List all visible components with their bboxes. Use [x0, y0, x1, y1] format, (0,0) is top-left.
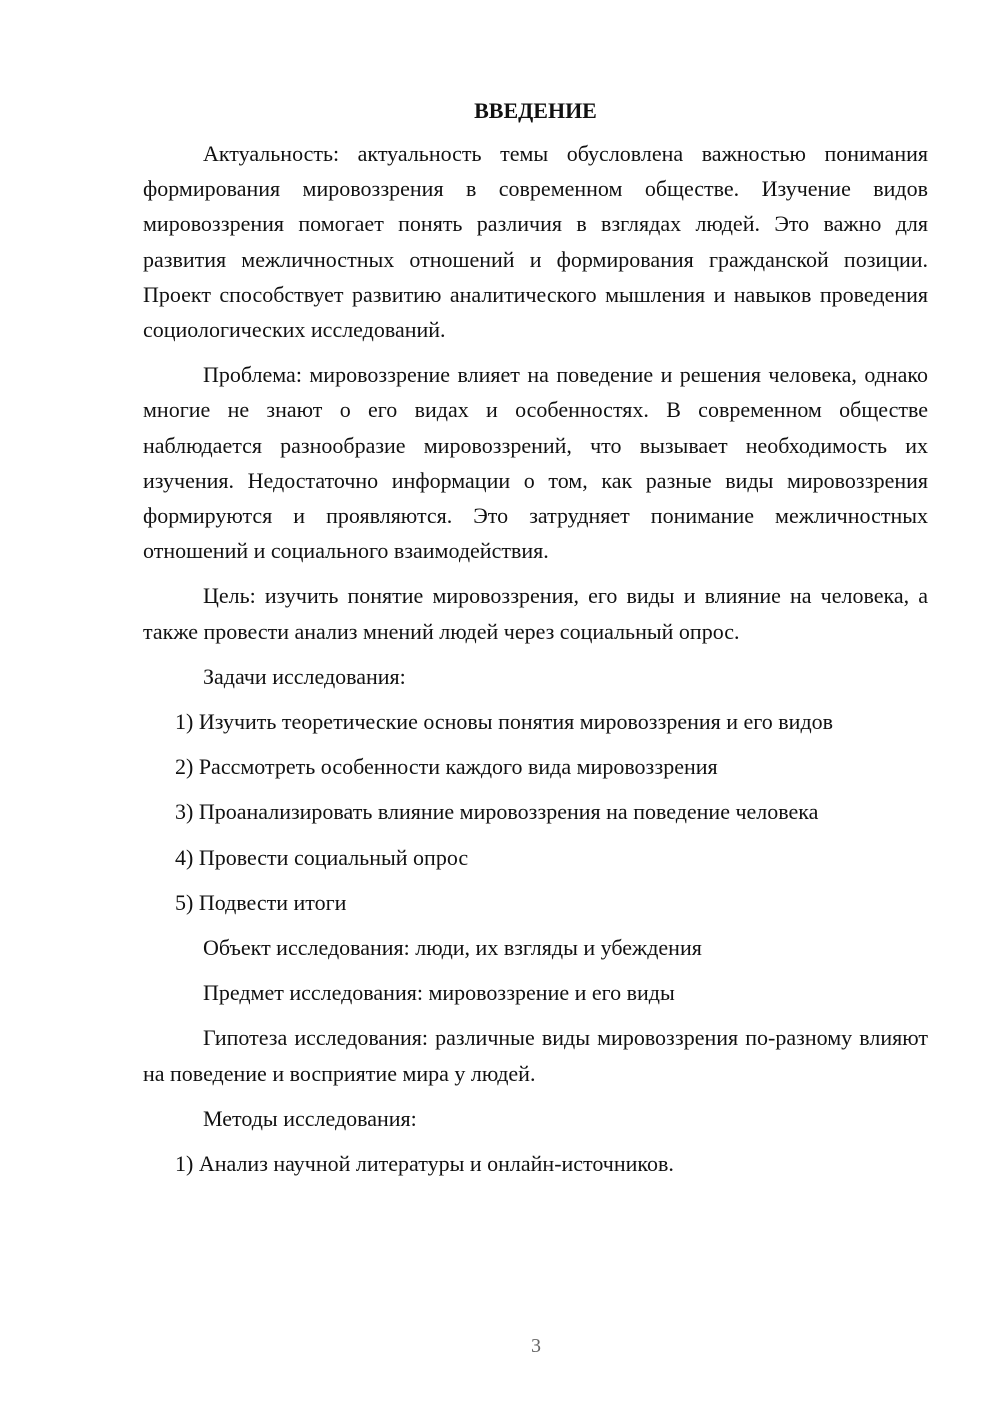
task-item: 1) Изучить теоретические основы понятия мировоззрения и его видов	[175, 709, 834, 735]
goal-paragraph: Цель: изучить понятие мировоззрения, его виды и влияние на человека, а также провести анализ мнений людей через социальный опрос.	[143, 583, 928, 644]
task-item: 4) Провести социальный опрос	[175, 844, 469, 870]
research-subject: Предмет исследования: мировоззрение и его виды	[203, 980, 675, 1006]
relevance-paragraph: Актуальность: актуальность темы обусловлена важностью понимания формирования мировоззрения в современном обществе. Изучение видов мировоззрения помогает понять различия в взглядах людей. Это важно для развития межличностных отношений и формирования гражданской позиции. Проект способствует развитию аналитического мышления и навыков проведения социологических исследований.	[143, 141, 928, 343]
problem-paragraph: Проблема: мировоззрение влияет на поведение и решения человека, однако многие не знают о его видах и особенностях. В современном обществе наблюдается разнообразие мировоззрений, что вызывает необходимость их изучения. Недостаточно информации о том, как разные виды мировоззрения формируются и проявляются. Это затрудняет понимание межличностных отношений и социального взаимодействия.	[143, 362, 928, 564]
task-item: 2) Рассмотреть особенности каждого вида мировоззрения	[175, 754, 718, 780]
task-item: 5) Подвести итоги	[175, 889, 347, 915]
tasks-list	[143, 704, 928, 920]
hypothesis-paragraph: Гипотеза исследования: различные виды мировоззрения по-разному влияют на поведение и восприятие мира у людей.	[143, 1025, 928, 1086]
page-number: 3	[531, 1335, 541, 1357]
methods-list	[143, 1146, 928, 1181]
task-item: 3) Проанализировать влияние мировоззрения на поведение человека	[175, 799, 819, 825]
method-item: 1) Анализ научной литературы и онлайн-источников.	[175, 1151, 674, 1177]
page-content	[143, 96, 928, 1191]
research-object: Объект исследования: люди, их взгляды и убеждения	[203, 935, 702, 961]
section-title: ВВЕДЕНИЕ	[474, 98, 597, 123]
tasks-heading: Задачи исследования:	[203, 663, 406, 689]
methods-heading: Методы исследования:	[203, 1105, 417, 1131]
